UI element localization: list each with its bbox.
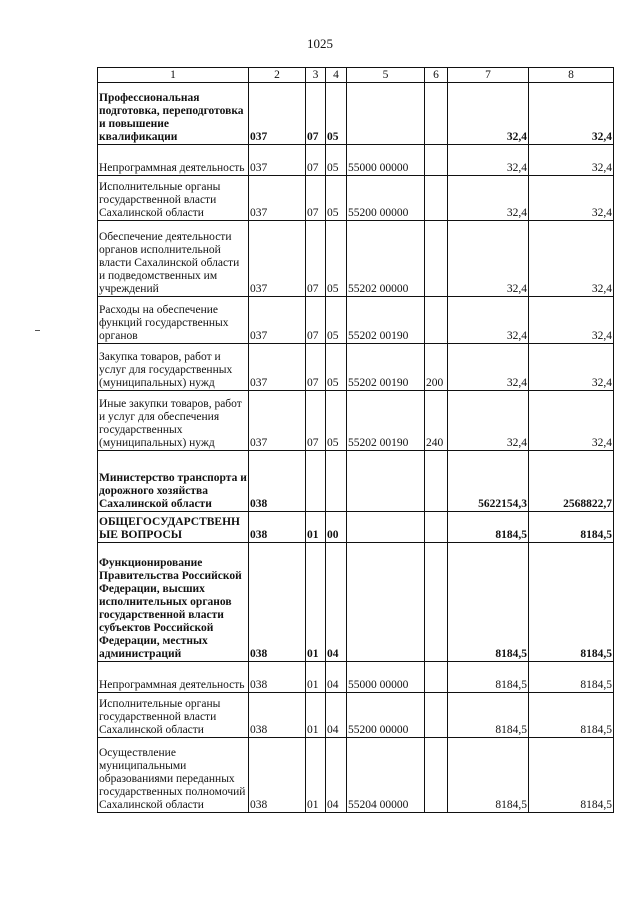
cell-section: 07 bbox=[306, 221, 326, 297]
cell-amount-year2: 8184,5 bbox=[529, 512, 614, 543]
cell-section: 07 bbox=[306, 344, 326, 391]
table-row bbox=[98, 512, 614, 543]
cell-subsection: 05 bbox=[326, 221, 347, 297]
cell-amount-year2: 8184,5 bbox=[529, 738, 614, 813]
header-cell: 6 bbox=[425, 68, 448, 83]
table-row bbox=[98, 145, 614, 176]
row-name: ОБЩЕГОСУДАРСТВЕННЫЕ ВОПРОСЫ bbox=[98, 512, 249, 543]
table-row bbox=[98, 297, 614, 344]
table-row bbox=[98, 543, 614, 662]
cell-amount-year1: 32,4 bbox=[448, 176, 529, 221]
cell-admin-code: 037 bbox=[249, 176, 306, 221]
cell-section: 07 bbox=[306, 391, 326, 451]
cell-amount-year1: 32,4 bbox=[448, 344, 529, 391]
cell-expense-type: 200 bbox=[425, 344, 448, 391]
cell-amount-year2: 32,4 bbox=[529, 344, 614, 391]
cell-section: 07 bbox=[306, 145, 326, 176]
row-name: Непрограммная деятельность bbox=[98, 662, 249, 693]
cell-target-article: 55202 00190 bbox=[347, 297, 425, 344]
cell-admin-code: 038 bbox=[249, 662, 306, 693]
table-row bbox=[98, 83, 614, 145]
cell-target-article bbox=[347, 543, 425, 662]
cell-expense-type bbox=[425, 221, 448, 297]
cell-amount-year2: 32,4 bbox=[529, 176, 614, 221]
cell-target-article: 55202 00190 bbox=[347, 344, 425, 391]
cell-expense-type bbox=[425, 693, 448, 738]
table-row bbox=[98, 738, 614, 813]
cell-subsection bbox=[326, 451, 347, 512]
row-name: Расходы на обеспечение функций государственных органов bbox=[98, 297, 249, 344]
cell-section: 01 bbox=[306, 543, 326, 662]
table-row bbox=[98, 391, 614, 451]
header-cell: 3 bbox=[306, 68, 326, 83]
table-row bbox=[98, 344, 614, 391]
cell-subsection: 04 bbox=[326, 693, 347, 738]
header-cell: 2 bbox=[249, 68, 306, 83]
cell-amount-year1: 32,4 bbox=[448, 297, 529, 344]
cell-subsection: 05 bbox=[326, 176, 347, 221]
cell-admin-code: 038 bbox=[249, 451, 306, 512]
cell-expense-type bbox=[425, 83, 448, 145]
cell-amount-year2: 8184,5 bbox=[529, 693, 614, 738]
cell-amount-year2: 32,4 bbox=[529, 145, 614, 176]
row-name: Профессиональная подготовка, переподготовка и повышение квалификации bbox=[98, 83, 249, 145]
cell-subsection: 05 bbox=[326, 344, 347, 391]
cell-expense-type bbox=[425, 543, 448, 662]
cell-amount-year1: 32,4 bbox=[448, 221, 529, 297]
cell-expense-type: 240 bbox=[425, 391, 448, 451]
cell-admin-code: 038 bbox=[249, 693, 306, 738]
row-name: Закупка товаров, работ и услуг для государственных (муниципальных) нужд bbox=[98, 344, 249, 391]
cell-subsection: 05 bbox=[326, 297, 347, 344]
row-name: Министерство транспорта и дорожного хозяйства Сахалинской области bbox=[98, 451, 249, 512]
cell-amount-year1: 32,4 bbox=[448, 83, 529, 145]
cell-amount-year1: 32,4 bbox=[448, 145, 529, 176]
row-name: Обеспечение деятельности органов исполнительной власти Сахалинской области и подведомственных им учреждений bbox=[98, 221, 249, 297]
cell-amount-year2: 32,4 bbox=[529, 221, 614, 297]
cell-amount-year2: 8184,5 bbox=[529, 662, 614, 693]
row-name: Непрограммная деятельность bbox=[98, 145, 249, 176]
cell-admin-code: 038 bbox=[249, 543, 306, 662]
cell-admin-code: 037 bbox=[249, 83, 306, 145]
cell-subsection: 05 bbox=[326, 83, 347, 145]
table-row bbox=[98, 221, 614, 297]
budget-table bbox=[97, 67, 614, 813]
cell-amount-year2: 32,4 bbox=[529, 391, 614, 451]
header-cell: 1 bbox=[98, 68, 249, 83]
cell-section: 01 bbox=[306, 662, 326, 693]
table-header-row bbox=[98, 68, 614, 83]
header-cell: 4 bbox=[326, 68, 347, 83]
margin-mark bbox=[35, 330, 40, 331]
cell-subsection: 05 bbox=[326, 145, 347, 176]
cell-expense-type bbox=[425, 176, 448, 221]
cell-section: 01 bbox=[306, 738, 326, 813]
cell-target-article: 55202 00190 bbox=[347, 391, 425, 451]
row-name: Исполнительные органы государственной власти Сахалинской области bbox=[98, 176, 249, 221]
cell-amount-year1: 8184,5 bbox=[448, 738, 529, 813]
cell-target-article: 55000 00000 bbox=[347, 145, 425, 176]
cell-target-article: 55204 00000 bbox=[347, 738, 425, 813]
cell-section: 01 bbox=[306, 512, 326, 543]
row-name: Осуществление муниципальными образованиями переданных государственных полномочий Сахалинской области bbox=[98, 738, 249, 813]
header-cell: 5 bbox=[347, 68, 425, 83]
table-row bbox=[98, 451, 614, 512]
cell-amount-year1: 8184,5 bbox=[448, 512, 529, 543]
cell-subsection: 04 bbox=[326, 738, 347, 813]
cell-subsection: 05 bbox=[326, 391, 347, 451]
cell-target-article bbox=[347, 83, 425, 145]
cell-expense-type bbox=[425, 145, 448, 176]
cell-section: 07 bbox=[306, 83, 326, 145]
cell-target-article: 55200 00000 bbox=[347, 176, 425, 221]
cell-admin-code: 037 bbox=[249, 297, 306, 344]
cell-expense-type bbox=[425, 512, 448, 543]
header-cell: 8 bbox=[529, 68, 614, 83]
cell-target-article bbox=[347, 451, 425, 512]
row-name: Исполнительные органы государственной власти Сахалинской области bbox=[98, 693, 249, 738]
cell-expense-type bbox=[425, 297, 448, 344]
cell-target-article: 55200 00000 bbox=[347, 693, 425, 738]
table-row bbox=[98, 176, 614, 221]
cell-target-article: 55000 00000 bbox=[347, 662, 425, 693]
cell-amount-year2: 32,4 bbox=[529, 297, 614, 344]
cell-subsection: 04 bbox=[326, 662, 347, 693]
cell-amount-year2: 32,4 bbox=[529, 83, 614, 145]
cell-section: 07 bbox=[306, 176, 326, 221]
cell-amount-year1: 8184,5 bbox=[448, 543, 529, 662]
table-row bbox=[98, 662, 614, 693]
cell-admin-code: 037 bbox=[249, 221, 306, 297]
cell-admin-code: 037 bbox=[249, 145, 306, 176]
cell-target-article bbox=[347, 512, 425, 543]
row-name: Иные закупки товаров, работ и услуг для обеспечения государственных (муниципальных) нужд bbox=[98, 391, 249, 451]
cell-amount-year1: 5622154,3 bbox=[448, 451, 529, 512]
cell-section: 01 bbox=[306, 693, 326, 738]
header-cell: 7 bbox=[448, 68, 529, 83]
cell-admin-code: 037 bbox=[249, 391, 306, 451]
cell-expense-type bbox=[425, 451, 448, 512]
cell-section: 07 bbox=[306, 297, 326, 344]
cell-subsection: 04 bbox=[326, 543, 347, 662]
cell-amount-year2: 2568822,7 bbox=[529, 451, 614, 512]
cell-section bbox=[306, 451, 326, 512]
cell-amount-year2: 8184,5 bbox=[529, 543, 614, 662]
cell-expense-type bbox=[425, 662, 448, 693]
cell-amount-year1: 32,4 bbox=[448, 391, 529, 451]
cell-amount-year1: 8184,5 bbox=[448, 693, 529, 738]
cell-admin-code: 038 bbox=[249, 512, 306, 543]
table-row bbox=[98, 693, 614, 738]
cell-target-article: 55202 00000 bbox=[347, 221, 425, 297]
cell-subsection: 00 bbox=[326, 512, 347, 543]
cell-amount-year1: 8184,5 bbox=[448, 662, 529, 693]
row-name: Функционирование Правительства Российской Федерации, высших исполнительных органов государственной власти субъектов Российской Федерации, местных администраций bbox=[98, 543, 249, 662]
page-number: 1025 bbox=[307, 36, 333, 51]
cell-admin-code: 038 bbox=[249, 738, 306, 813]
cell-expense-type bbox=[425, 738, 448, 813]
cell-admin-code: 037 bbox=[249, 344, 306, 391]
